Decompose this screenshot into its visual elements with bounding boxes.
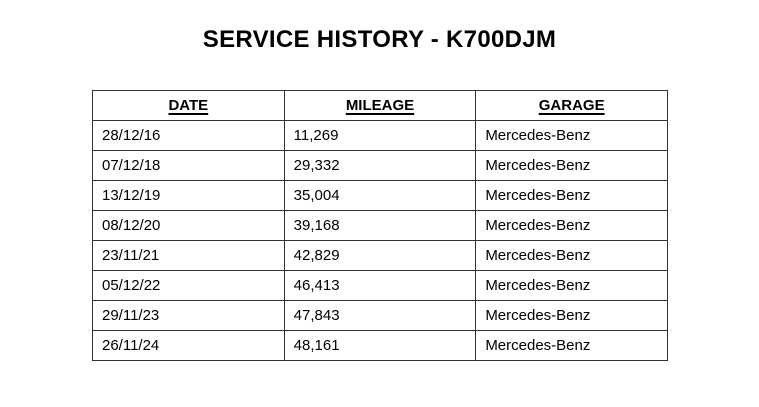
table-row — [93, 121, 668, 151]
table-row — [93, 301, 668, 331]
service-history-table — [92, 90, 668, 361]
cell-mileage: 11,269 — [284, 121, 476, 151]
cell-date: 29/11/23 — [93, 301, 285, 331]
cell-garage: Mercedes-Benz — [476, 211, 668, 241]
cell-garage: Mercedes-Benz — [476, 331, 668, 361]
cell-garage: Mercedes-Benz — [476, 151, 668, 181]
cell-date: 05/12/22 — [93, 271, 285, 301]
page-title: SERVICE HISTORY - K700DJM — [202, 26, 557, 53]
table-header-row — [93, 91, 668, 121]
cell-mileage: 48,161 — [284, 331, 476, 361]
column-header-garage: GARAGE — [476, 91, 668, 121]
cell-date: 08/12/20 — [93, 211, 285, 241]
table-row — [93, 271, 668, 301]
cell-garage: Mercedes-Benz — [476, 301, 668, 331]
service-history-table-grid — [92, 90, 668, 361]
cell-mileage: 47,843 — [284, 301, 476, 331]
column-header-date: DATE — [93, 91, 285, 121]
table-row — [93, 331, 668, 361]
cell-mileage: 29,332 — [284, 151, 476, 181]
cell-date: 28/12/16 — [93, 121, 285, 151]
table-row — [93, 241, 668, 271]
cell-date: 26/11/24 — [93, 331, 285, 361]
cell-garage: Mercedes-Benz — [476, 241, 668, 271]
cell-mileage: 42,829 — [284, 241, 476, 271]
table-row — [93, 211, 668, 241]
cell-mileage: 46,413 — [284, 271, 476, 301]
cell-mileage: 39,168 — [284, 211, 476, 241]
column-header-mileage: MILEAGE — [284, 91, 476, 121]
cell-mileage: 35,004 — [284, 181, 476, 211]
cell-garage: Mercedes-Benz — [476, 271, 668, 301]
table-row — [93, 181, 668, 211]
cell-garage: Mercedes-Benz — [476, 121, 668, 151]
table-row — [93, 151, 668, 181]
cell-date: 13/12/19 — [93, 181, 285, 211]
cell-date: 23/11/21 — [93, 241, 285, 271]
table-body — [93, 121, 668, 361]
table-head — [93, 91, 668, 121]
cell-garage: Mercedes-Benz — [476, 181, 668, 211]
cell-date: 07/12/18 — [93, 151, 285, 181]
